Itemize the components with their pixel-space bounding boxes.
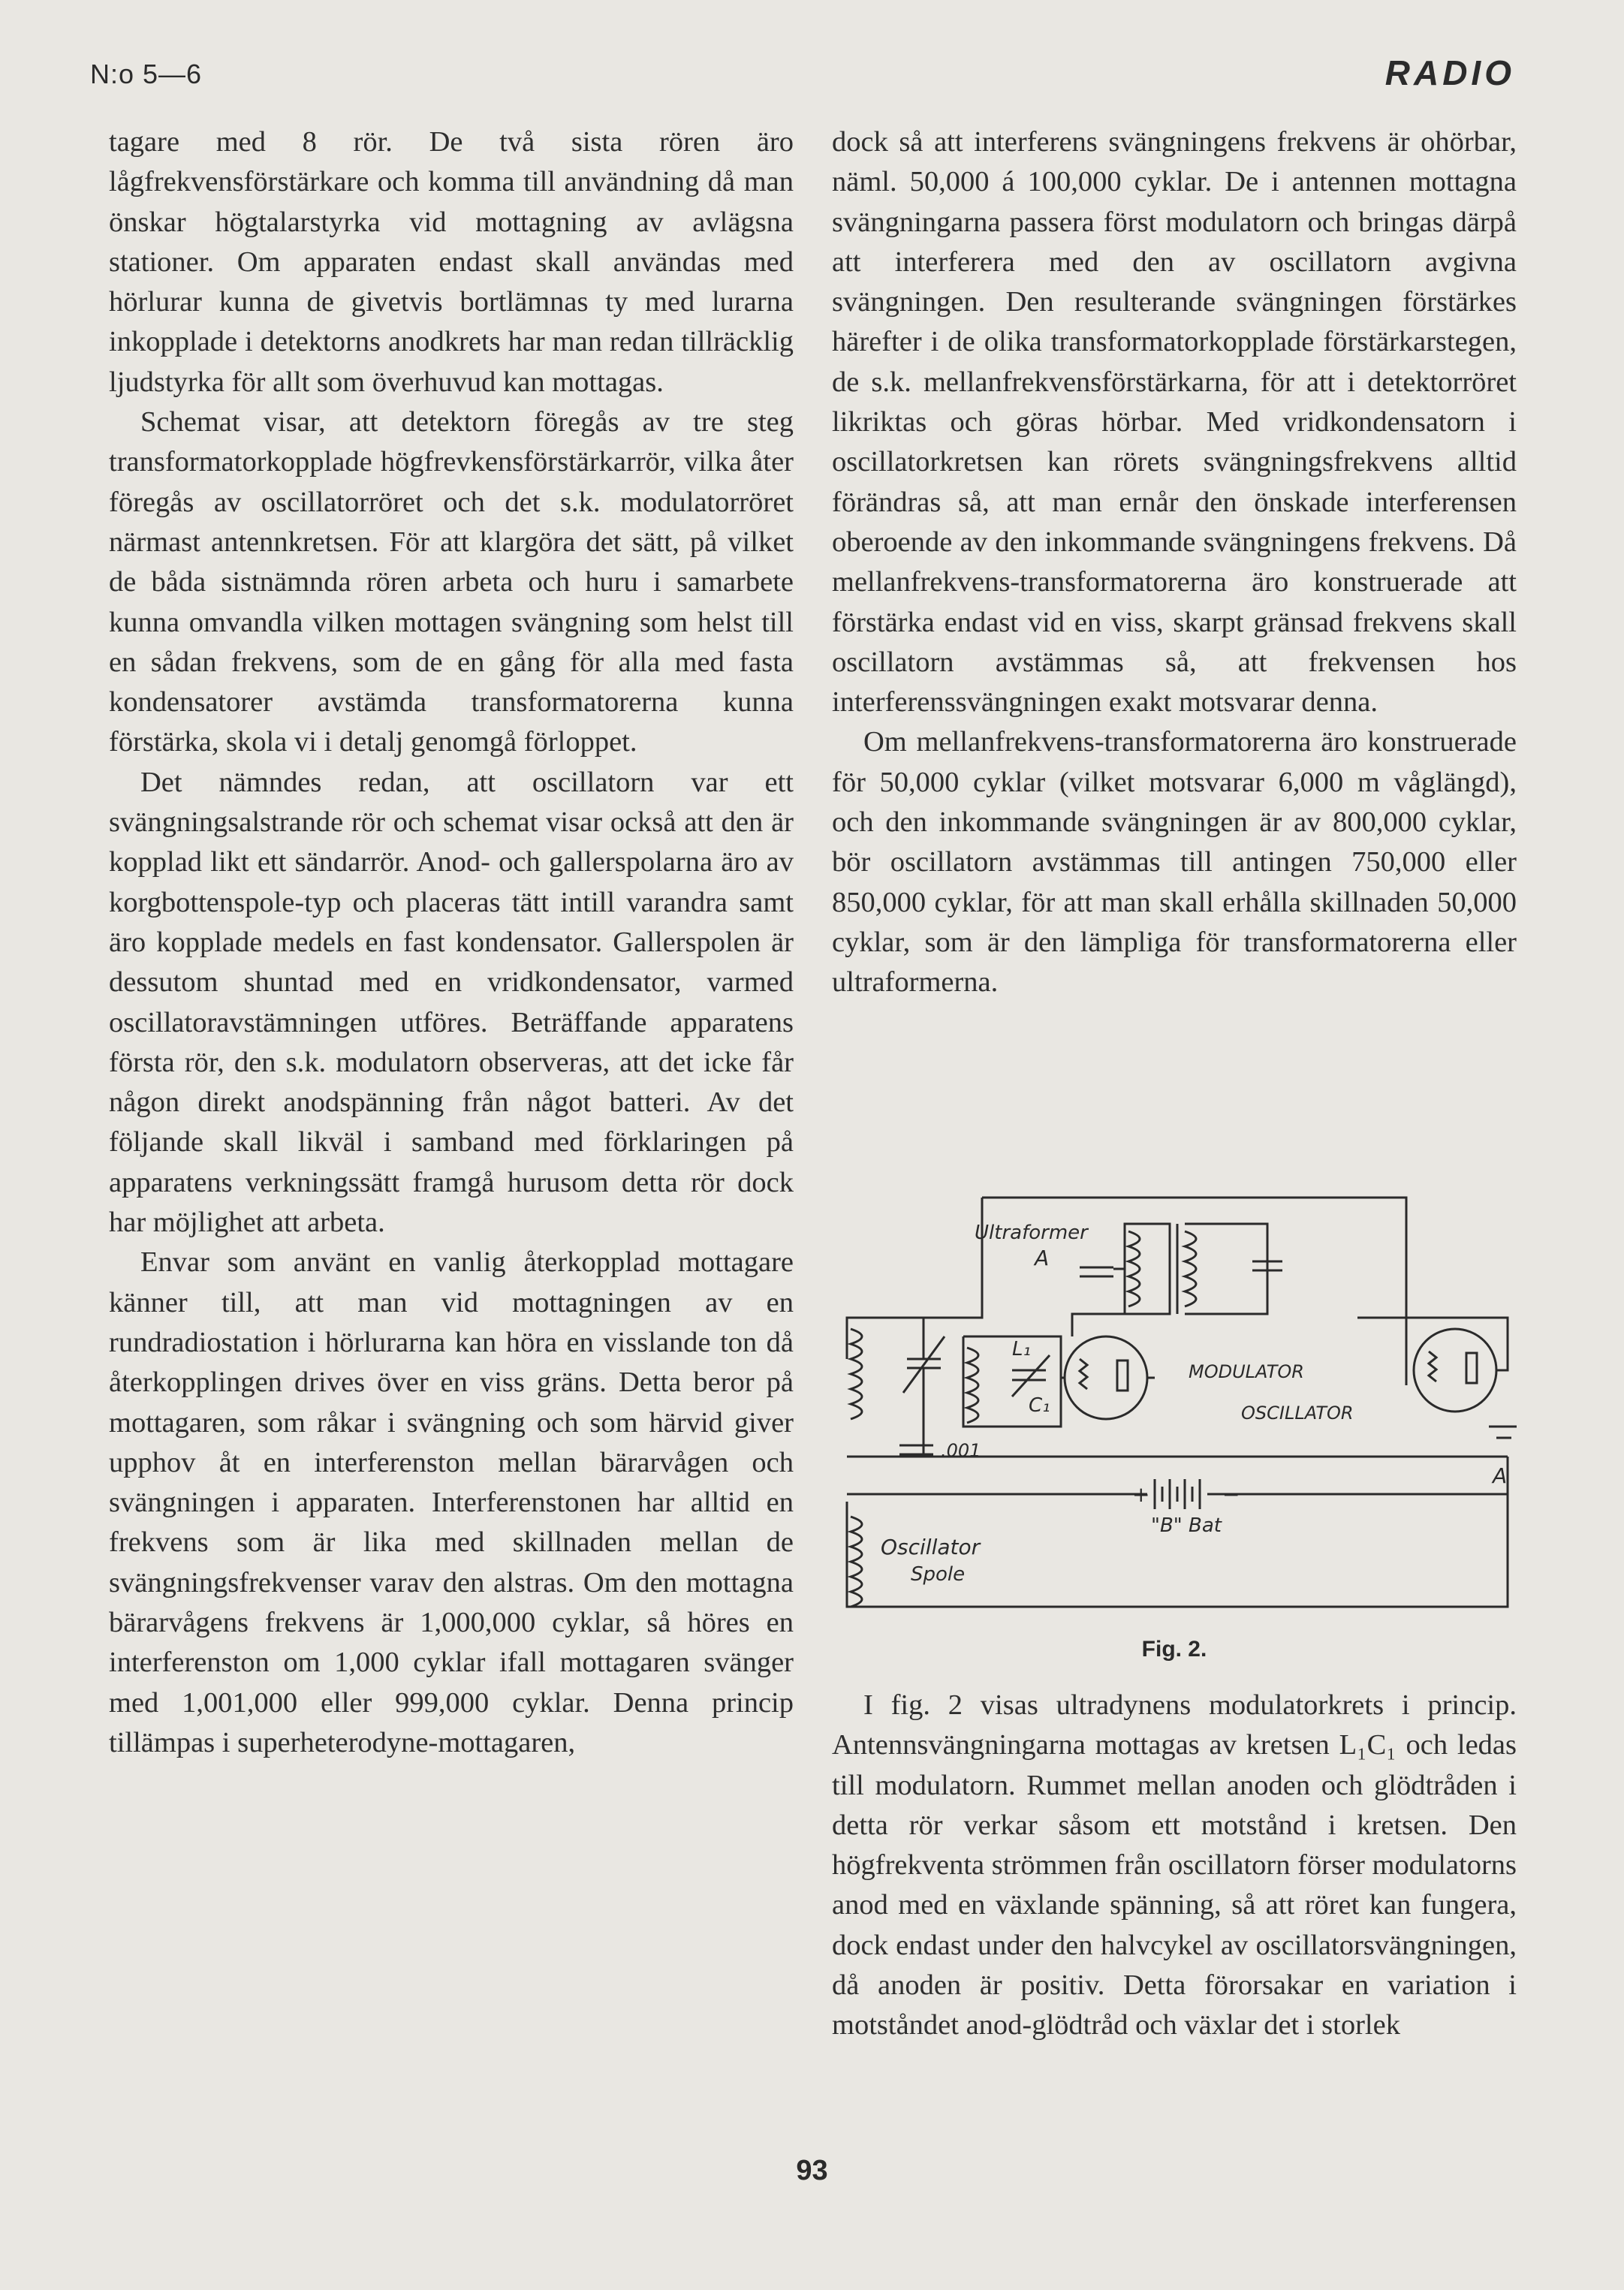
label-b-battery: "B" Bat [1151,1514,1222,1537]
figure-caption: Fig. 2. [1141,1637,1207,1662]
right-column [832,122,1517,1003]
coil-winding [1185,1231,1196,1306]
label-oscillator-coil: Oscillator [881,1535,981,1559]
wire [1207,1457,1508,1494]
paragraph: I fig. 2 visas ultradynens modulatorkrets i princip. Antennsvängningarna mottagas av kretsen L₁C₁ och ledas till modulatorn. Rummet mellan anoden och glödtråden i detta rör verkar såsom ett motstånd i kretsen. Den högfrekventa strömmen från oscillatorn förser modulatorns anod med en växlande spänning, så att röret kan fungera, dock endast under den halvcykel av oscillatorsvängningen, då anoden är positiv. Detta förorsakar en variation i motståndet anod-glödtråd och växlar det i storlek [832,1689,1517,2041]
wire [847,1198,982,1359]
label-minus: − [1222,1482,1240,1507]
plate [1466,1353,1477,1383]
ultraformer-primary-coil [1125,1224,1170,1314]
l1-coil [967,1348,978,1423]
left-column [109,122,794,1763]
oscillator-coil [851,1517,862,1607]
paragraph: Det nämndes redan, att oscillatorn var ett svängningsalstrande rör och schemat visar också att den är kopplad likt ett sändarrör. Anod- och gallerspolarna äro av korgbottenspole-typ och placeras tätt intill varandra samt äro kopplade medels en fast kondensator. Gallerspolen är dessutom shuntad med en vridkondensator, varmed oscillatoravstämningen utföres. Beträffande apparatens första rör, den s.k. modulatorn observeras, att det icke får någon direkt anodspänning från något batteri. Av det följande skall likväl i samband med förklaringen på apparatens verkningssätt framgå hurusom detta rör dock har möjlighet att arbeta. [109,766,794,1239]
journal-title: RADIO [1384,53,1515,92]
coil-winding [1128,1231,1140,1306]
b-battery [1155,1479,1200,1509]
label-ultraformer: Ultraformer [975,1222,1088,1244]
label-plus: + [1132,1482,1150,1507]
paragraph: Om mellanfrekvens-transformatorerna äro konstruerade för 50,000 cyklar (vilket motsvarar 6,000 m våglängd), och den inkommande svängningen är av 800,000 cyklar, bör oscillatorn avstämmas till antingen 750,000 eller 850,000 cyklar, för att man skall erhålla skillnaden 50,000 cyklar, som är den lämpliga för transformatorerna eller ultraformerna. [832,726,1517,999]
label-oscillator-spole: Spole [911,1563,966,1586]
label-oscillator: OSCILLATOR [1241,1403,1354,1424]
oscillator-tube [1414,1329,1496,1412]
paragraph: dock så att interferens svängningens frekvens är ohörbar, näml. 50,000 á 100,000 cyklar. De i antennen mottagna svängningarna passera först modulatorn och bringas därpå att interferera med den av oscillatorn avgivna svängningen. Den resulterande svängningen förstärkes härefter i de olika transformatorkopplade förstärkarstegen, de s.k. mellanfrekvensförstärkarna, för att i detektorröret likriktas och göras hörbar. Med vridkondensatorn i oscillatorkretsen kan rörets svängningsfrekvens alltid förändras så, att man ernår den önskade interferensen oberoende av den inkommande svängningens frekvens. Då mellanfrekvens-transformatorerna äro konstruerade att förstärka endast vid en viss, skarpt gränsad frekvens skall oscillatorn avstämmas så, att frekvensen hos interferenssvängningen exakt motsvarar denna. [832,126,1517,719]
label-modulator: MODULATOR [1189,1361,1304,1382]
label-c1: C₁ [1029,1394,1050,1417]
page-number: 93 [796,2155,828,2186]
plate [1117,1360,1128,1391]
filament [1429,1351,1436,1382]
wire [1357,1318,1508,1370]
right-column-lower [832,1686,1517,2046]
label-cap-value: .001 [941,1440,981,1461]
variable-arrow [1012,1355,1050,1397]
page-header [0,0,1624,105]
circuit-diagram-svg [832,1186,1517,1667]
circuit-diagram [832,1186,1517,1667]
label-ultraformer-a: A [1035,1246,1050,1270]
filament [1080,1359,1087,1389]
modulator-tube [1065,1336,1147,1419]
label-l1: L₁ [1012,1338,1031,1360]
label-a-battery: A [1493,1463,1508,1488]
paragraph: Schemat visar, att detektorn föregås av tre steg transformatorkopplade högfrevkensförstärkarrör, vilka åter föregås av oscillatorröret och det s.k. modulatorröret närmast antennkretsen. För att klargöra det sätt, på vilket de båda sistnämnda rören arbeta och huru i samarbete kunna omvandla vilken mottagen svängning som helst till en sådan frekvens, som de en gång för alla med fasta kondensatorer avstämda transformatorerna kunna förstärka, skola vi i detalj genomgå förloppet. [109,406,794,758]
wire [1072,1314,1125,1336]
antenna-coil [851,1329,862,1419]
issue-number: N:o 5—6 [90,59,203,89]
paragraph: tagare med 8 rör. De två sista rören äro lågfrekvensförstärkare och komma till användning då man önskar högtalarstyrka vid mottagning av avlägsna stationer. Om apparaten endast skall användas med hörlurar kunna de givetvis bortlämnas ty med lurarna inkopplade i detektorns anodkrets har man redan tillräcklig ljudstyrka för allt som överhuvud kan mottagas. [109,126,794,398]
paragraph: Envar som använt en vanlig återkopplad mottagare känner till, att man vid mottagningen av en rundradiostation i hörlurarna kan höra en visslande ton då återkopplingen drives över en viss gräns. Detta beror på mottagaren, som råkar i svängning och som härvid giver upphov åt en interferenston mellan bärarvågen och svängningen i apparaten. Interferenstonen har alltid en frekvens som är lika med skillnaden mellan de svängningsfrekvenser varav den alstras. Om den mottagna bärarvågens frekvens är 1,000,000 cyklar, så höres en interferenston om 1,000 cyklar ifall mottagaren svänger med 1,001,000 eller 999,000 cyklar. Denna princip tillämpas i superheterodyne-mottagaren, [109,1246,794,1758]
